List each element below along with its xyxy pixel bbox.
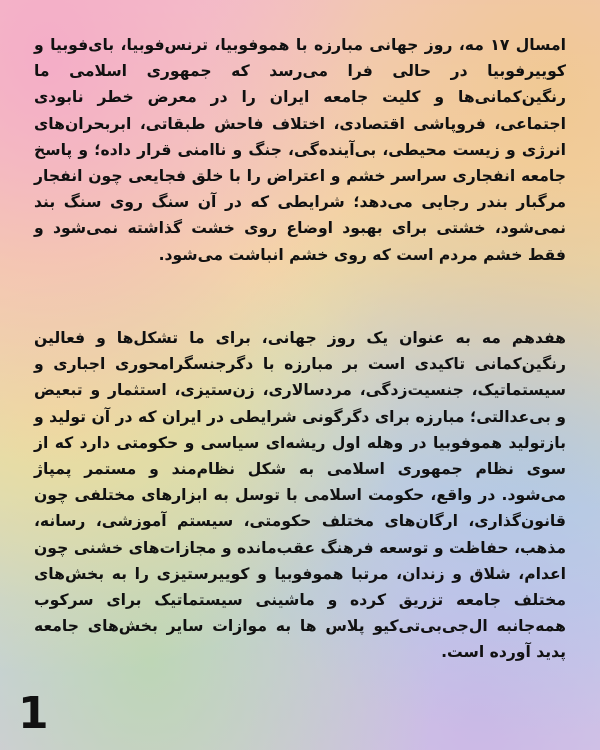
paragraph-2: هفدهم مه به عنوان یک روز جهانی، برای ما تشکل‌ها و فعالین رنگین‌کمانی تاکیدی است بر مبارزه با دگرجنسگرامحوری اجباری و سیستماتیک، جنسیت‌زدگی، مردسالاری، زن‌ستیزی، استثمار و تبعیض و بی‌عدالتی؛ مبارزه برای دگرگونی شرایطی در ایران که در آن تولید و بازتولید هموفوبیا در وهله اول ریشه‌ای سیاسی و حکومتی دارد که از سوی نظام جمهوری اسلامی به شکل نظام‌مند و مستمر پمپاژ می‌شود. در واقع، حکومت اسلامی با توسل به ابزارهای مختلفی چون قانون‌گذاری، ارگان‌های مختلف حکومتی، سیستم آموزشی، رسانه، مذهب، حفاظت و توسعه فرهنگ عقب‌مانده و مجازات‌های خشنی چون اعدام، شلاق و زندان، مرتبا هموفوبیا و کوییرستیزی را به بخش‌های مختلف جامعه تزریق کرده و ماشینی سیستماتیک برای سرکوب همه‌جانبه ال‌جی‌بی‌تی‌کیو پلاس ها به موازات سایر بخش‌های جامعه پدید آورده است. bbox=[34, 329, 566, 662]
paragraph-1: امسال ۱۷ مه، روز جهانی مبارزه با هموفوبیا، ترنس‌فوبیا، بای‌فوبیا و کوییرفوبیا در حالی فرا می‌رسد که جمهوری اسلامی ما رنگین‌کمانی‌ها و کلیت جامعه ایران را در معرض خطر نابودی اجتماعی، فروپاشی اقتصادی، اختلاف فاحش طبقاتی، ابربحران‌های انرژی و زیست محیطی، بی‌آینده‌گی، جنگ و ناامنی قرار داده؛ و پاسخ جامعه انفجاری سراسر خشم و اعتراض را با خلق فجایعی چون انفجار مرگبار بندر رجایی می‌دهد؛ شرایطی که در آن سنگ روی سنگ بند نمی‌شود، خشتی برای بهبود اوضاع روی خشت گذاشته نمی‌شود و فقط خشم مردم است که روی خشم انباشت می‌شود. bbox=[34, 36, 566, 264]
page-number: 1 bbox=[18, 688, 49, 739]
